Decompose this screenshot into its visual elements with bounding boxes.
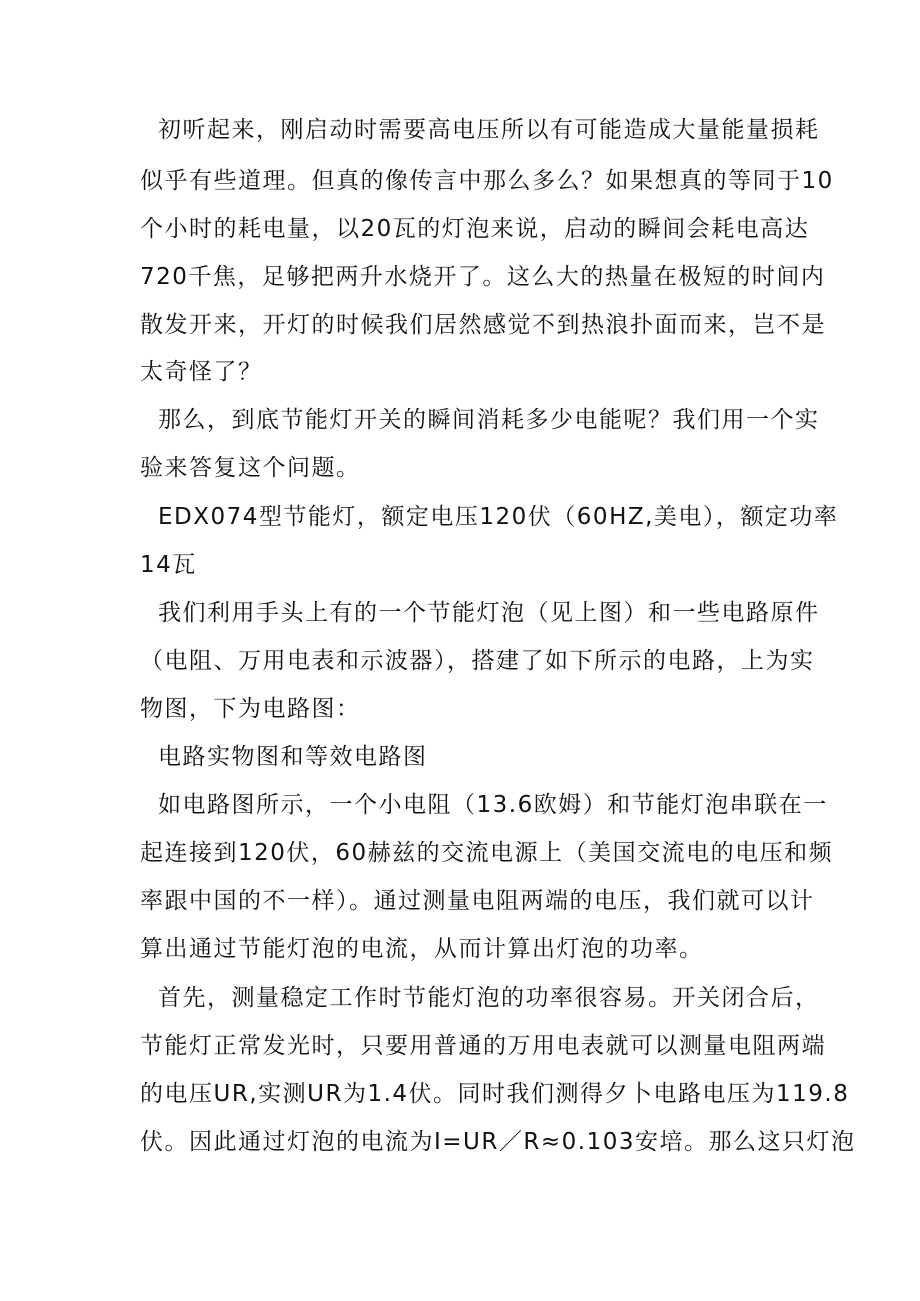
text-line: （电阻、万用电表和示波器），搭建了如下所示的电路，上为实 <box>140 648 815 674</box>
text-line: 率跟中国的不一样）。通过测量电阻两端的电压，我们就可以计 <box>140 888 815 914</box>
text-line: 验来答复这个问题。 <box>140 455 361 481</box>
text-line: 720千焦，足够把两升水烧开了。这么大的热量在极短的时间内 <box>140 264 826 290</box>
text-line: 那么，到底节能灯开关的瞬间消耗多少电能呢？我们用一个实 <box>158 407 820 433</box>
text-line: 如电路图所示，一个小电阻（13.6欧姆）和节能灯泡串联在一 <box>158 792 828 818</box>
text-line: 初听起来，刚启动时需要高电压所以有可能造成大量能量损耗 <box>158 117 820 143</box>
text-line: 散发开来，开灯的时候我们居然感觉不到热浪扑面而来，岂不是 <box>140 312 826 338</box>
text-line: 太奇怪了？ <box>140 359 263 385</box>
figure-caption: 电路实物图和等效电路图 <box>158 744 428 770</box>
text-line: 个小时的耗电量，以20瓦的灯泡来说，启动的瞬间会耗电高达 <box>140 216 810 242</box>
text-line: EDX074型节能灯，额定电压120伏（60HZ,美电），额定功率 <box>158 504 839 530</box>
text-line: 14瓦 <box>140 552 197 578</box>
text-line: 似乎有些道理。但真的像传言中那么多么？如果想真的等同于10 <box>140 168 834 194</box>
text-line: 我们利用手头上有的一个节能灯泡（见上图）和一些电路原件 <box>158 600 820 626</box>
text-line: 的电压UR,实测UR为1.4伏。同时我们测得夕卜电路电压为119.8 <box>140 1081 850 1107</box>
text-line: 物图，下为电路图： <box>140 696 361 722</box>
text-line: 节能灯正常发光时，只要用普通的万用电表就可以测量电阻两端 <box>140 1033 826 1059</box>
text-line: 算出通过节能灯泡的电流，从而计算出灯泡的功率。 <box>140 936 704 962</box>
text-line: 起连接到120伏，60赫兹的交流电源上（美国交流电的电压和频 <box>140 840 834 866</box>
text-line: 首先，测量稳定工作时节能灯泡的功率很容易。开关闭合后， <box>158 985 820 1011</box>
text-line: 伏。因此通过灯泡的电流为I=UR／R≈0.103安培。那么这只灯泡 <box>140 1129 856 1155</box>
